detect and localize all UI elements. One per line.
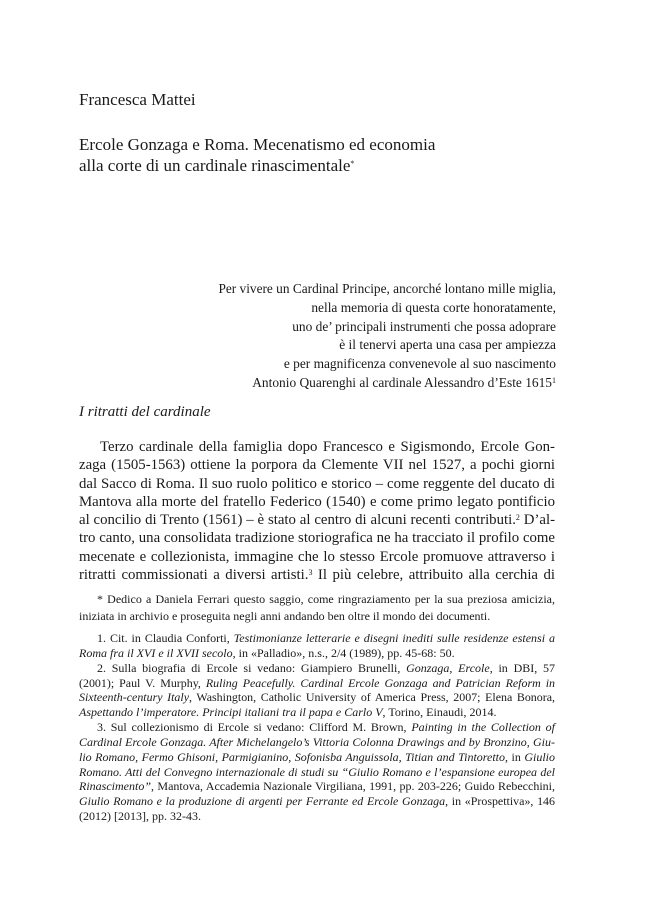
- footnote-line: Sixteenth-century Italy, Washington, Catholic University of America Press, 2007; Elena Bonora,: [79, 690, 556, 705]
- body-line: Terzo cardinale della famiglia dopo Francesco e Sigismondo, Ercole Gon-: [100, 439, 555, 455]
- body-line: al concilio di Trento (1561) – è stato al centro di alcuni recenti contributi.$^2$ D’al-: [79, 512, 555, 529]
- epigraph-line: nella memoria di questa corte honoratamente,: [311, 299, 556, 315]
- title-footnote-marker: *: [350, 159, 355, 168]
- section-heading: I ritratti del cardinale: [79, 404, 211, 420]
- footnote-line: Romano. Atti del Convegno internazionale di studi su “Giulio Romano e l’espansione europea del: [79, 764, 555, 779]
- footnote-line: Giulio Romano e la produzione di argenti per Ferrante ed Ercole Gonzaga, in «Prospettiva», 146: [79, 794, 555, 809]
- author-name: Francesca Mattei: [79, 90, 196, 109]
- body-line: dal Sacco di Roma. Il suo ruolo politico e storico – come reggente del ducato di: [79, 475, 555, 492]
- body-line: zaga (1505-1563) ottiene la porpora da Clemente VII nel 1527, a pochi giorni: [79, 457, 555, 474]
- footnote-line: lio Romano, Fermo Ghisoni, Parmigianino, Sofonisba Anguissola, Titian and Tintoretto, in Giulio: [79, 749, 555, 764]
- body-line: ritratti commissionati a diversi artisti.$^3$ Il più celebre, attribuito alla cerchia di: [79, 567, 555, 584]
- footnote-2: [79, 661, 555, 720]
- epigraph-line: Per vivere un Cardinal Principe, ancorché lontano mille miglia,: [218, 281, 556, 296]
- dedication-line: iniziata in archivio e proseguita negli anni andando ben oltre il mondo dei documenti.: [79, 608, 491, 623]
- footnote-ref-2: 2: [515, 513, 520, 523]
- dedication-note: [79, 591, 555, 624]
- epigraph-line: e per magnificenza convenevole al suo nascimento: [283, 356, 556, 372]
- body-line: tro canto, una consolidata tradizione storiografica ne ha tracciato il profilo come: [79, 530, 555, 547]
- epigraph-attribution: Antonio Quarenghi al cardinale Alessandro d’Este 1615$^1$: [252, 374, 556, 390]
- footnote-line: 1. Cit. in Claudia Conforti, Testimonianze letterarie e disegni inediti sulle residenze estensi a: [97, 631, 555, 645]
- epigraph-line: uno de’ principali instrumenti che possa adoprare: [292, 318, 556, 334]
- footnote-line: 2. Sulla biografia di Ercole si vedano: Giampiero Brunelli, Gonzaga, Ercole, in DBI, 57: [97, 660, 555, 675]
- title-line-2: alla corte di un cardinale rinascimentale*: [79, 156, 355, 175]
- article-title: [79, 134, 435, 176]
- dedication-line: * Dedico a Daniela Ferrari questo saggio, come ringraziamento per la sua preziosa amicizia,: [97, 592, 555, 606]
- footnote-line: (2012) [2013], pp. 32-43.: [79, 809, 201, 824]
- epigraph-line: è il tenervi aperta una casa per ampiezza: [339, 337, 556, 353]
- footnote-line: Cardinal Ercole Gonzaga. After Michelangelo’s Vittoria Colonna Drawings and by Bronzino, Giu-: [79, 734, 555, 749]
- footnotes: [79, 631, 555, 824]
- footnote-line: Aspettando l’imperatore. Principi italiani tra il papa e Carlo V, Torino, Einaudi, 2014.: [79, 705, 497, 720]
- footnote-line: 3. Sul collezionismo di Ercole si vedano: Clifford M. Brown, Painting in the Collection of: [97, 720, 555, 735]
- footnote-ref-3: 3: [308, 568, 313, 578]
- epigraph: [218, 280, 556, 393]
- footnote-line: Roma fra il XVI e il XVII secolo, in «Palladio», n.s., 2/4 (1989), pp. 45-68: 50.: [79, 645, 455, 660]
- footnote-3: [79, 720, 555, 824]
- body-line: Mantova alla morte del fratello Federico (1540) e come primo legato pontificio: [79, 493, 555, 510]
- body-paragraph: [79, 438, 555, 584]
- body-line: mecenate e collezionista, immagine che lo stesso Ercole promuove attraverso i: [79, 548, 555, 565]
- footnote-line: Rinascimento”, Mantova, Accademia Nazionale Virgiliana, 1991, pp. 203-226; Guido Rebecchini,: [79, 779, 555, 794]
- footnote-line: (2001); Paul V. Murphy, Ruling Peacefully. Cardinal Ercole Gonzaga and Patrician Reform in: [79, 675, 555, 690]
- footnote-ref-1: 1: [552, 375, 556, 385]
- footnote-1: [79, 631, 555, 661]
- title-line-1: Ercole Gonzaga e Roma. Mecenatismo ed economia: [79, 135, 436, 154]
